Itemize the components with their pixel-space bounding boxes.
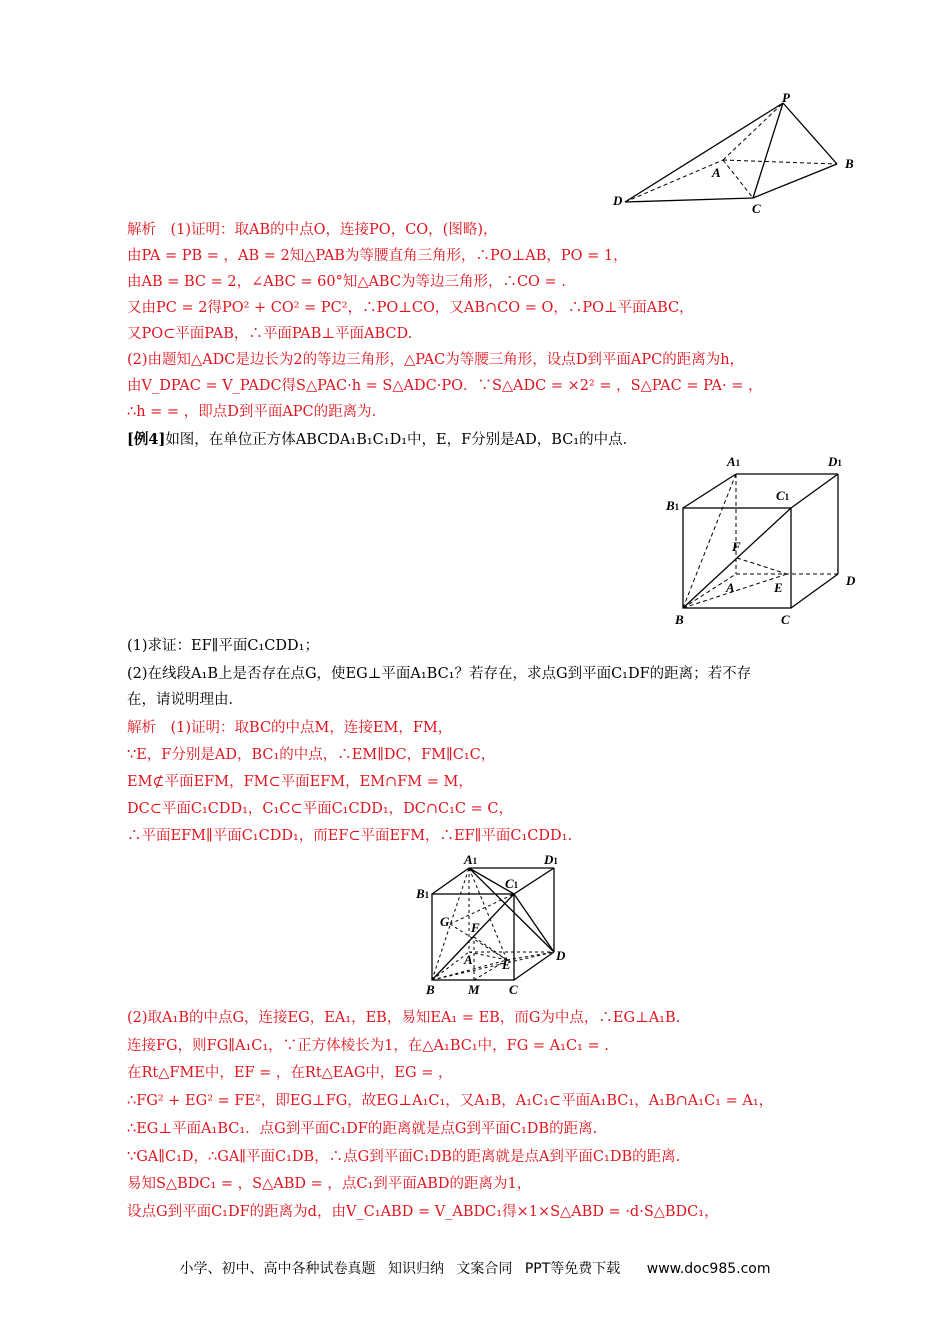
solution1-line-8: ∴h = = ，即点D到平面APC的距离为.	[127, 404, 377, 420]
solution1-line-3: 由AB = BC = 2，∠ABC = 60°知△ABC为等边三角形，∴CO = .	[127, 274, 566, 290]
cube-auxiliary-figure	[412, 852, 582, 1000]
label-B: B	[675, 612, 684, 627]
solution1-line-4: 又由PC = 2得PO² + CO² = PC²，∴PO⊥CO，又AB∩CO = O，∴PO⊥平面ABC，	[127, 300, 694, 316]
label-B1: B1	[416, 886, 430, 901]
label-F: F	[471, 920, 480, 935]
label-C: C	[509, 982, 518, 997]
cube-figure	[660, 452, 865, 632]
example-tag: [例4]	[127, 431, 166, 448]
solution2b-line-6: ∵GA∥C₁D，∴GA∥平面C₁DB，∴点G到平面C₁DB的距离就是点A到平面C₁DB的距离.	[127, 1149, 681, 1165]
solution2b-line-2: 连接FG，则FG∥A₁C₁，∵正方体棱长为1，在△A₁BC₁中，FG = A₁C₁ = .	[127, 1038, 609, 1054]
solution2b-line-3: 在Rt△FME中，EF = ，在Rt△EAG中，EG = ，	[127, 1065, 453, 1081]
solution1-line-7: 由V_DPAC = V_PADC得S△PAC·h = S△ADC·PO．∵S△ADC = ×2² = ，S△PAC = PA· = ，	[127, 378, 763, 394]
solution2b-line-1: (2)取A₁B的中点G，连接EG，EA₁，EB，易知EA₁ = EB，而G为中点，∴EG⊥A₁B.	[127, 1010, 681, 1026]
question-1: (1)求证：EF∥平面C₁CDD₁；	[127, 638, 319, 654]
footer-part-3: 文案合同	[456, 1261, 513, 1277]
solution1-line-5: 又PO⊂平面PAB，∴平面PAB⊥平面ABCD.	[127, 326, 413, 342]
solution2b-line-5: ∴EG⊥平面A₁BC₁．点G到平面C₁DF的距离就是点G到平面C₁DB的距离.	[127, 1121, 598, 1137]
label-G: G	[440, 914, 450, 929]
question-2-line-1: (2)在线段A₁B上是否存在点G，使EG⊥平面A₁BC₁？若存在，求点G到平面C₁DF的距离；若不存	[127, 666, 752, 682]
label-E: E	[774, 580, 783, 595]
example4-text: 如图，在单位正方体ABCDA₁B₁C₁D₁中，E，F分别是AD，BC₁的中点．	[165, 432, 638, 448]
label-D: D	[613, 193, 623, 208]
footer-link[interactable]: www.doc985.com	[646, 1261, 771, 1277]
solution2a-line-1: 解析 (1)证明：取BC的中点M，连接EM，FM，	[127, 720, 453, 736]
pyramid-figure	[605, 90, 865, 215]
label-C1: C1	[505, 876, 519, 891]
solution2a-line-2: ∵E，F分别是AD，BC₁的中点，∴EM∥DC，FM∥C₁C，	[127, 747, 496, 763]
label-D: D	[556, 948, 566, 963]
label-P: P	[782, 90, 790, 105]
label-C: C	[752, 201, 761, 215]
page-footer	[0, 1258, 950, 1278]
label-B1: B1	[666, 498, 680, 513]
label-A1: A1	[727, 454, 741, 469]
label-B: B	[845, 156, 854, 171]
footer-part-2: 知识归纳	[387, 1261, 444, 1277]
footer-part-1: 小学、初中、高中各种试卷真题	[179, 1261, 376, 1277]
label-A: A	[726, 580, 735, 595]
solution2a-line-4: DC⊂平面C₁CDD₁，C₁C⊂平面C₁CDD₁，DC∩C₁C = C，	[127, 801, 513, 817]
solution2a-line-3: EM⊄平面EFM，FM⊂平面EFM，EM∩FM = M，	[127, 774, 473, 790]
footer-part-4: PPT等免费下载	[524, 1261, 621, 1277]
solution2a-line-5: ∴平面EFM∥平面C₁CDD₁，而EF⊂平面EFM，∴EF∥平面C₁CDD₁.	[127, 828, 573, 844]
example4-statement	[127, 430, 637, 450]
label-B: B	[426, 982, 435, 997]
label-D1: D1	[828, 454, 842, 469]
label-A: A	[464, 952, 473, 967]
solution2b-line-4: ∴FG² + EG² = FE²，即EG⊥FG，故EG⊥A₁C₁，又A₁B，A₁C₁⊂平面A₁BC₁，A₁B∩A₁C₁ = A₁，	[127, 1093, 774, 1109]
solution1-line-1: 解析 (1)证明：取AB的中点O，连接PO，CO，(图略)，	[127, 222, 498, 238]
solution2b-line-8: 设点G到平面C₁DF的距离为d，由V_C₁ABD = V_ABDC₁得×1×S△ABD = ·d·S△BDC₁，	[127, 1204, 719, 1220]
solution2b-line-7: 易知S△BDC₁ = ，S△ABD = ，点C₁到平面ABD的距离为1，	[127, 1176, 532, 1192]
solution1-line-6: (2)由题知△ADC是边长为2的等边三角形，△PAC为等腰三角形，设点D到平面APC的距离为h，	[127, 352, 745, 368]
label-D: D	[846, 573, 856, 588]
label-D1: D1	[544, 852, 558, 867]
solution1-line-2: 由PA = PB = ，AB = 2知△PAB为等腰直角三角形，∴PO⊥AB，PO = 1，	[127, 248, 628, 264]
label-E: E	[502, 957, 511, 972]
label-A: A	[712, 165, 721, 180]
label-C1: C1	[776, 488, 790, 503]
label-A1: A1	[464, 852, 478, 867]
label-F: F	[732, 539, 741, 554]
label-M: M	[468, 982, 480, 997]
label-C: C	[781, 612, 790, 627]
question-2-line-2: 在，请说明理由．	[127, 692, 243, 708]
